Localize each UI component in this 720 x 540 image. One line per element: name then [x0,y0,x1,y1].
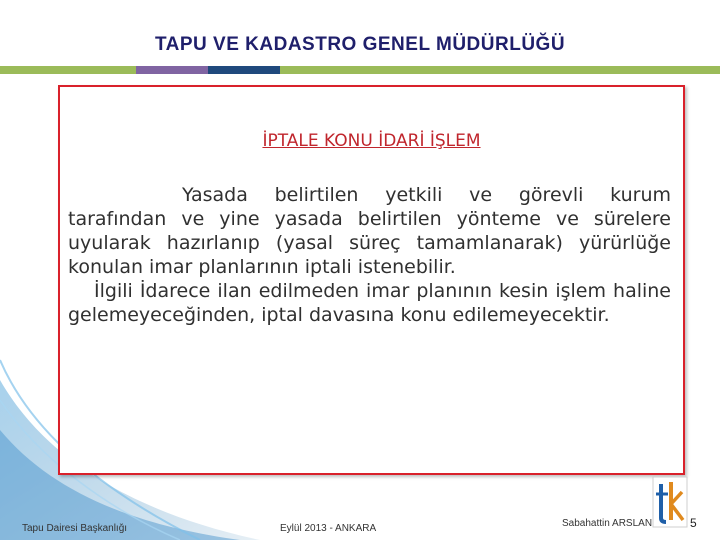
strip-segment [66,66,136,74]
content-box [58,85,685,475]
footer-author: Sabahattin ARSLAN [562,518,653,529]
content-body [68,183,671,327]
strip-segment [280,66,420,74]
content-title: İPTALE KONU İDARİ İŞLEM [262,131,481,151]
paragraph-2: İlgili İdarece ilan edilmeden imar planının kesin işlem haline gelemeyeceğinden, iptal davasına konu edilemeyecektir. [68,280,671,326]
header-color-strip [0,66,720,74]
paragraph-1: Yasada belirtilen yetkili ve görevli kurum tarafından ve yine yasada belirtilen yönteme ve sürelere uyularak hazırlanıp (yasal süreç tamamlanarak) yürürlüğe konulan imar planlarının iptali istenebilir. [68,184,671,278]
footer-date-location: Eylül 2013 - ANKARA [280,523,377,534]
page-header-title: TAPU VE KADASTRO GENEL MÜDÜRLÜĞÜ [154,34,566,55]
strip-segment [208,66,280,74]
strip-segment [420,66,570,74]
footer-department: Tapu Dairesi Başkanlığı [22,523,128,534]
tkgm-logo-icon [652,474,688,530]
strip-segment [136,66,208,74]
strip-segment [0,66,66,74]
page-number: 5 [690,516,697,530]
strip-segment [570,66,720,74]
